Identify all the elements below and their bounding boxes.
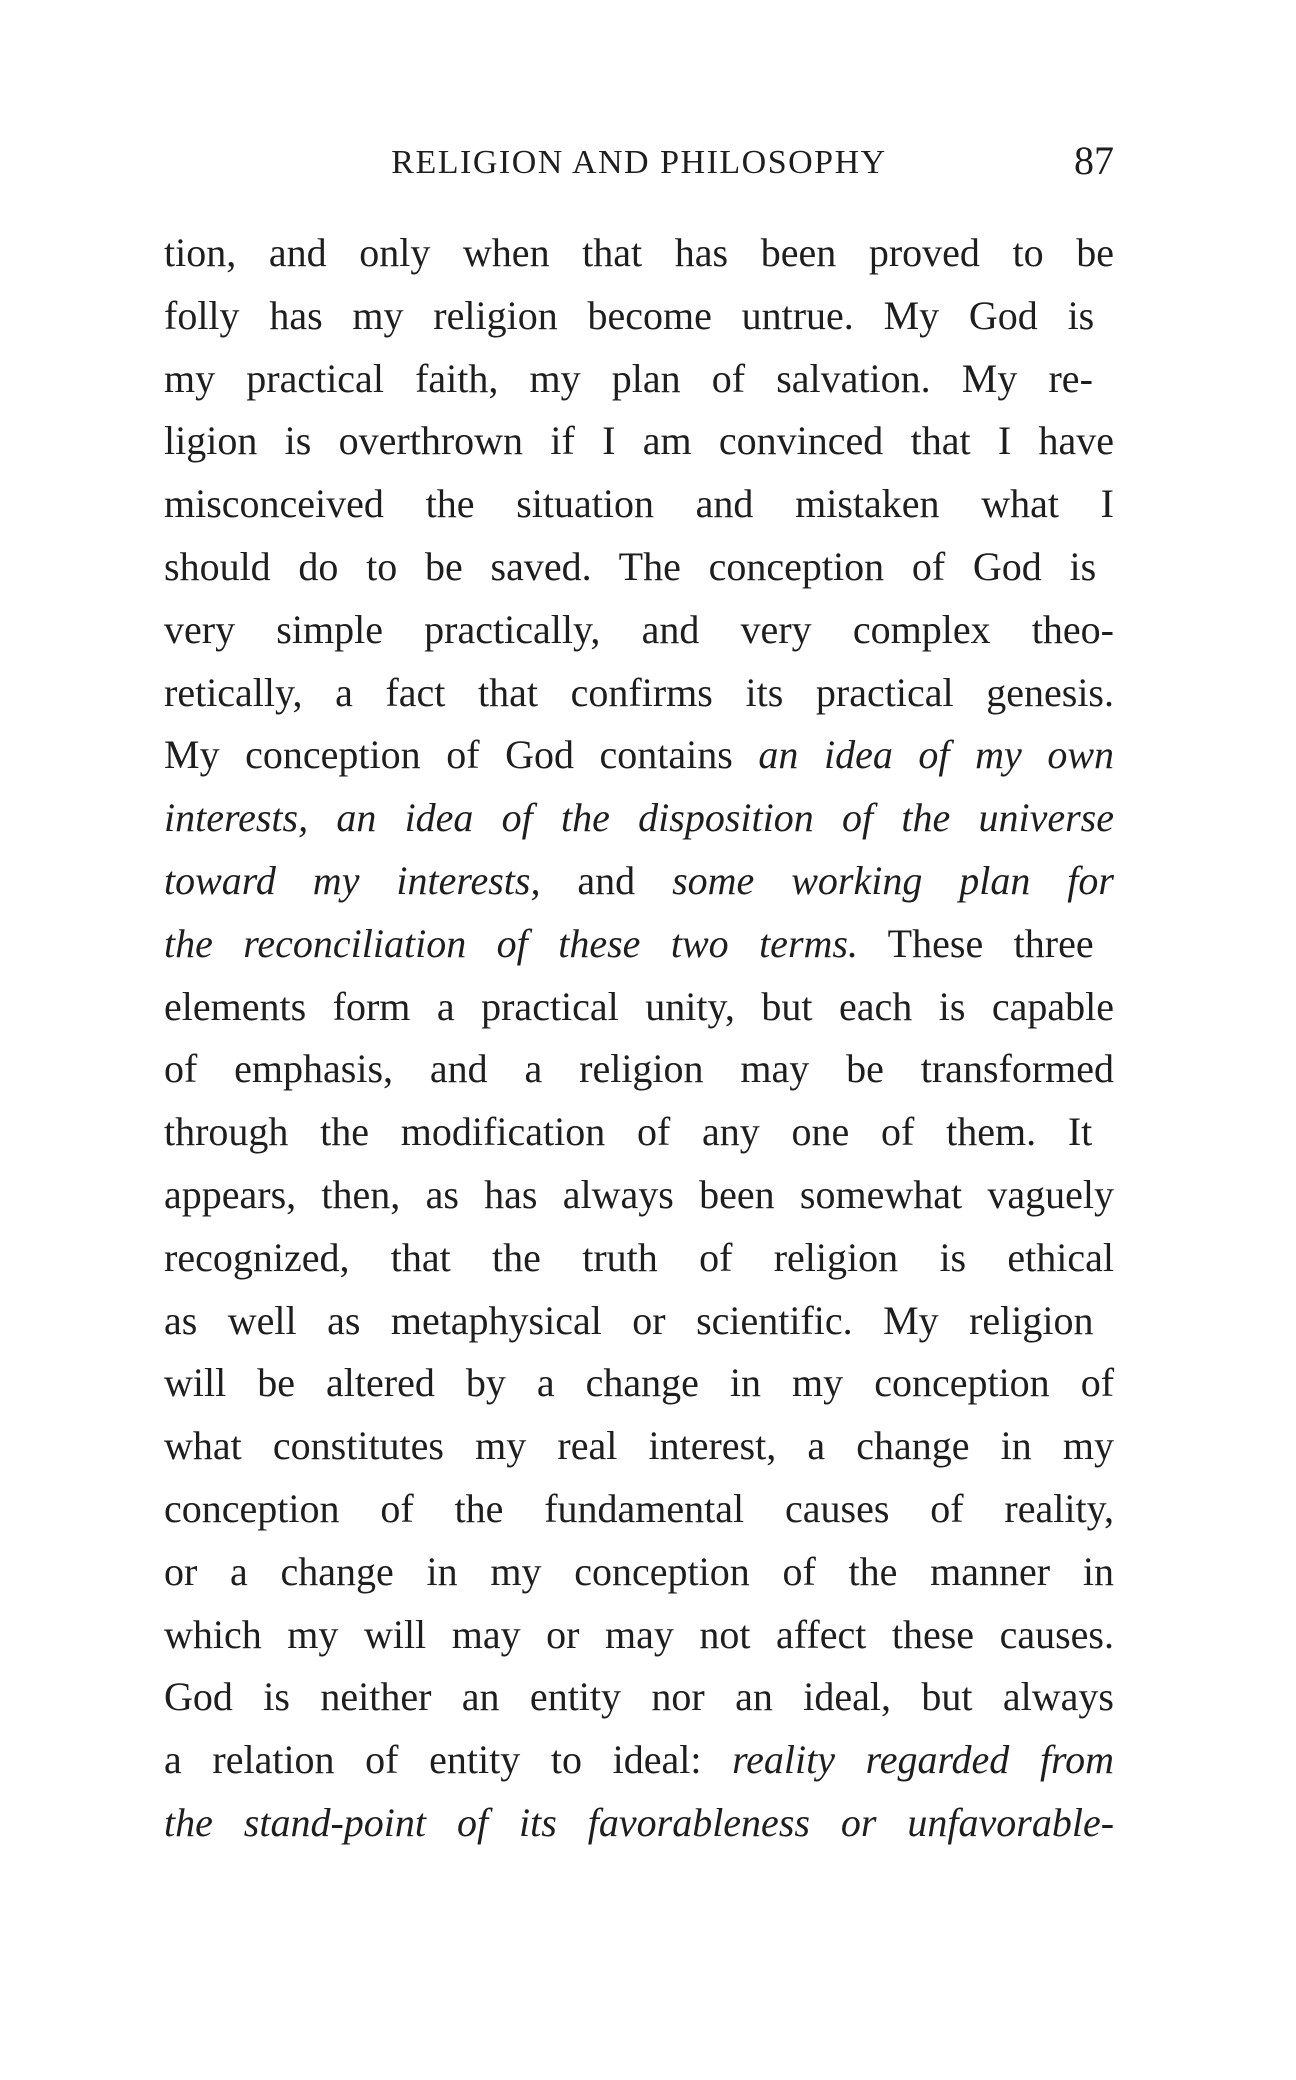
text-line [164,1666,1114,1729]
text-line [164,1729,1114,1792]
text-segment: should do to be saved. The conception of God is [164,543,1097,589]
text-line [164,1290,1114,1353]
text-line [164,1478,1114,1541]
text-line [164,850,1114,913]
text-segment: tion, and only when that has been proved to be [164,230,1114,275]
text-line [164,1792,1114,1855]
text-line [164,1038,1114,1101]
text-segment: of emphasis, and a religion may be transformed [164,1046,1115,1092]
running-title: RELIGION AND PHILOSOPHY [391,144,887,181]
italic-text-segment: an idea of my own [758,732,1115,778]
text-line [164,976,1114,1039]
italic-text-segment: the reconciliation of these two terms. [164,920,858,966]
body-text [164,222,1114,1855]
text-segment: These three [857,920,1094,966]
text-segment: folly has my religion become untrue. My God is [164,292,1095,338]
running-head [164,140,1114,186]
text-segment: appears, then, as has always been somewhat vaguely [164,1171,1115,1217]
text-segment: very simple practically, and very complex theo- [164,606,1114,652]
text-line [164,1352,1114,1415]
text-segment: ligion is overthrown if I am convinced that I have [164,418,1115,464]
text-segment: My conception of God contains [164,732,759,778]
text-line [164,410,1114,473]
text-line [164,222,1114,285]
text-line [164,599,1114,662]
text-line [164,1604,1114,1667]
text-segment: which my will may or may not affect these causes. [164,1611,1114,1657]
text-segment: God is neither an entity nor an ideal, but always [164,1674,1114,1720]
page-number: 87 [1074,138,1114,183]
text-segment: retically, a fact that confirms its practical genesis. [164,669,1115,715]
text-segment: what constitutes my real interest, a change in my [164,1423,1114,1469]
italic-text-segment: toward my interests, [164,857,541,903]
text-segment: a relation of entity to ideal: [164,1737,733,1783]
text-line [164,662,1114,725]
text-line [164,1415,1114,1478]
text-segment: through the modification of any one of them. It [164,1109,1093,1155]
text-segment: misconceived the situation and mistaken what I [164,481,1115,527]
italic-text-segment: interests, an idea of the disposition of the universe [164,795,1114,841]
text-segment: or a change in my conception of the manner in [164,1548,1114,1594]
text-line [164,348,1114,411]
text-line [164,536,1114,599]
text-segment: conception of the fundamental causes of reality, [164,1485,1114,1531]
text-line [164,1164,1114,1227]
text-segment: and [540,857,673,903]
text-line [164,1101,1114,1164]
text-line [164,913,1114,976]
italic-text-segment: reality regarded from [732,1737,1115,1783]
text-line [164,724,1114,787]
text-segment: recognized, that the truth of religion is ethical [164,1234,1115,1280]
text-segment: will be altered by a change in my conception of [164,1360,1115,1406]
italic-text-segment: the stand-point of its favorableness or unfavorable- [164,1799,1115,1845]
text-line [164,787,1114,850]
text-segment: elements form a practical unity, but each is capable [164,983,1115,1029]
text-line [164,1227,1114,1290]
text-segment: my practical faith, my plan of salvation. My re- [164,355,1093,401]
text-segment: as well as metaphysical or scientific. My religion [164,1297,1094,1343]
text-line [164,285,1114,348]
italic-text-segment: some working plan for [672,857,1114,903]
text-line [164,473,1114,536]
text-line [164,1541,1114,1604]
